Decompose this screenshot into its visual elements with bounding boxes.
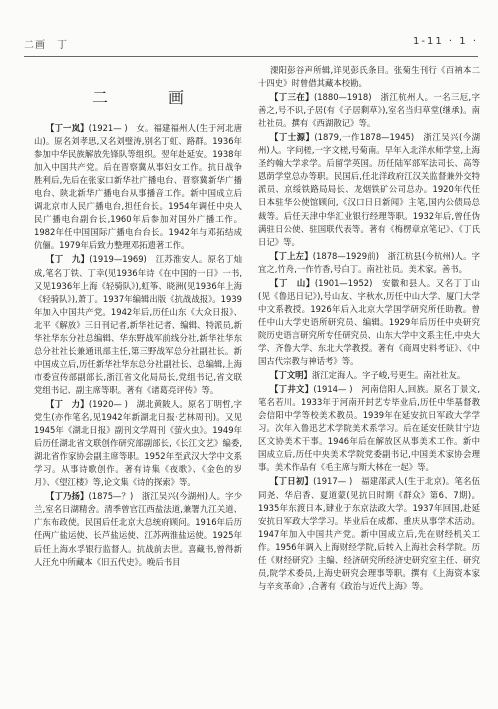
entry-headword: 【丁乃扬】 [46, 491, 89, 502]
dictionary-entry [258, 131, 480, 248]
dictionary-entry [258, 383, 480, 474]
entry-body: (1880—1918) 浙江杭州人。一名三厄,字善之,号不识,子居(有《子居剩草》),室名当归草堂(继承)。南社社员。撰有《西湖散记》等。 [258, 92, 480, 129]
entry-headword: 【丁上左】 [270, 250, 313, 261]
entry-headword: 【丁井文】 [270, 384, 314, 395]
dictionary-entry [258, 64, 480, 90]
entry-headword: 【丁一岚】 [46, 123, 89, 133]
dictionary-entry [258, 91, 480, 130]
entry-headword: 【丁三在】 [270, 92, 314, 103]
entry-headword: 【丁 力】 [46, 398, 89, 409]
entry-body: (1921— ) 女。福建福州人(生于河北唐山)。原名刘孝思,又名刘璧涛,别名丁虹、路群。1936年参加中华民族解放先锋队等组织。翌年赴延安。1938年加入中国共产党。后在晋察冀从事妇女工作。抗日战争胜利后,先后在张家口新华社广播电台、晋察冀新华广播电台、陕北新华广播电台从事播音工作。新中国成立后调北京市人民广播电台,担任台长。1954年调任中央人民广播电台副台长,1960年后参加对国外广播工作。1982年任中国国际广播电台台长。1942年与邓拓结成伉俪。1979年后致力整理邓拓遗著工作。 [34, 123, 242, 251]
header-rule [24, 56, 478, 57]
right-column [258, 64, 480, 704]
section-title: 二 画 [91, 88, 206, 107]
dictionary-entry [34, 398, 242, 489]
entry-body: (1920— ) 湖北黄陂人。原名丁明哲,字党生(亦作笔名,见1942年新湖北日报·艺林周刊)。又见1945年《湖北日报》副刊文学周刊《萤火虫》。1949年后历任湖北省文联创作研究部副部长,《长江文艺》编委,湖北省作家协会副主席等职。1952年至武汉大学中文系学习。从事诗歌创作。著有诗集《夜歌》、《金色的岁月》、《望江楼》等,论文集《诗的探索》等。 [34, 398, 242, 488]
right-entries [258, 64, 480, 593]
entry-headword: 【丁文明】 [270, 370, 312, 381]
entry-body: (1901—1952) 安徽和县人。又名丁丁山(见《鲁迅日记》),号山友、字秋水,历任中山大学、厦门大学中文系教授。1926年后入北京大学国学研究所任助教。曾任中山大学史语所研究员、编辑。1929年后历任中央研究院历史语言研究所专任研究员、山东大学中文系主任,中央大学、齐鲁大学、东北大学教授。著有《商周史料考证》、《中国古代宗教与神话考》等。 [258, 277, 480, 367]
entry-body: (1875—？) 浙江吴兴(今湖州)人。字少兰,室名日湖精舍。清季曾官江西盐法道,兼署九江关道、广东布政使。民国后任北京大总统府顾问。1916年后历任两广盐运使、长芦盐运使、江苏两淮盐运使。1925年后任上海水孚银行监督人。抗战前去世。喜藏书,曾得新人汪允中所藏本《旧五代史》。晚后书目 [34, 491, 242, 567]
left-column [34, 64, 242, 704]
entry-body: (1919—1969) 江苏淮安人。原名丁灿成,笔名丁铁、丁幸(见1936年诗《在中国的一日》一书,又见1936年上海《轻骑队》),虹筝、晓洲(见1936年上海《轻骑队》),萧丁。1937年编辑出版《抗战战报》。1939年加入中国共产党。1942年后,历任山东《大众日报》、北平《解放》三日刊记者,新华社记者、编辑、特派员,新华社华东分社总编辑、华东野战军前线分社,新华社华东总分社社长兼通讯部主任,第三野战军总分社副社长。新中国成立后,历任新华社华东总分社副社长、总编辑,上海市委宣传部副部长,浙江省文化局局长,党组书记,省文联党组书记、副主席等职。著有《诸葛亮评传》等。 [34, 254, 242, 395]
dictionary-entry [34, 253, 242, 397]
running-head-page-number: 1-11 · 1 · [413, 36, 478, 47]
page-header [24, 36, 478, 50]
dictionary-entry [258, 250, 480, 276]
dictionary-entry [34, 490, 242, 568]
dictionary-entry [258, 369, 480, 382]
entry-body: (1914— ) 河南信阳人,回族。原名丁景文,笔名若川。1933年于河南开封艺专毕业后,历任中华基督教会信阳中学等校美术教员。1939年在延安抗日军政大学学习。次年入鲁迅艺术学院美术系学习。后在延安任陕甘宁边区文协美术干事。1946年后在解放区从事美术工作。新中国成立后,历任中央美术学院党委副书记,中国美术家协会理事。美术作品有《毛主席与斯大林在一起》等。 [258, 384, 480, 473]
entry-headword: 【丁 山】 [270, 277, 315, 288]
running-head-section: 二画 丁 [24, 40, 68, 51]
entry-body: (1879,一作1878—1945) 浙江吴兴(今湖州)人。字问槎,一字文槎,号菊南。早年入北洋水师学堂,上海圣约翰大学求学。后留学英国。历任陆军部军法司长、高等恩荫学堂总办等职。民国后,任北洋政府江汉关监督兼外交特派员、京绥铁路局局长、龙烟铁矿公司总办。1920年代任日本驻华公使馆顾问,《汉口日日新闻》主笔,国内公债局总裁等。后任天津中华汇业银行经理等职。1932年后,曾任伪满驻日公使、驻国联代表等。著有《梅楞章京笔记》、《丁氏日记》等。 [258, 132, 480, 247]
entry-body: 浙江定海人。字子峻,号更生。南社社友。 [311, 370, 466, 381]
entry-headword: 【丁 九】 [46, 254, 90, 265]
left-entries [34, 122, 242, 569]
dictionary-entry [258, 475, 480, 592]
entry-headword: 【丁士源】 [270, 132, 315, 143]
entry-headword: 【丁日初】 [270, 476, 314, 487]
entry-body: (1917— ) 福建邵武人(生于北京)。笔名伍同尧、华启香、夏道蒙(见抗日时期《群众》第6、7期)。1935年东渡日本,肄业于东京法政大学。1937年回国,赴延安抗日军政大学学习。毕业后在成都、重庆从事学术活动。1947年加入中国共产党。新中国成立后,先在财经机关工作。1956年调入上海财经学院,后转入上海社会科学院。历任《财经研究》主编、经济研究所经济史研究室主任、研究员,院学术委员,上海史研究会理事等职。撰有《上海资本家与辛亥革命》,合著有《政治与近代上海》等。 [258, 476, 480, 591]
dictionary-entry [34, 122, 242, 252]
dictionary-entry [258, 277, 480, 368]
entry-body: (1878—1929前) 浙江杭县(今杭州)人。字宜之,竹舟,一作竹香,号白丁。南社社员。美术家。善书。 [258, 250, 480, 274]
entry-body: 溧阳彭谷声所辑,详见彭氏条目。张菊生刊行《百衲本二十四史》时曾借其藏本校勘。 [258, 65, 480, 89]
